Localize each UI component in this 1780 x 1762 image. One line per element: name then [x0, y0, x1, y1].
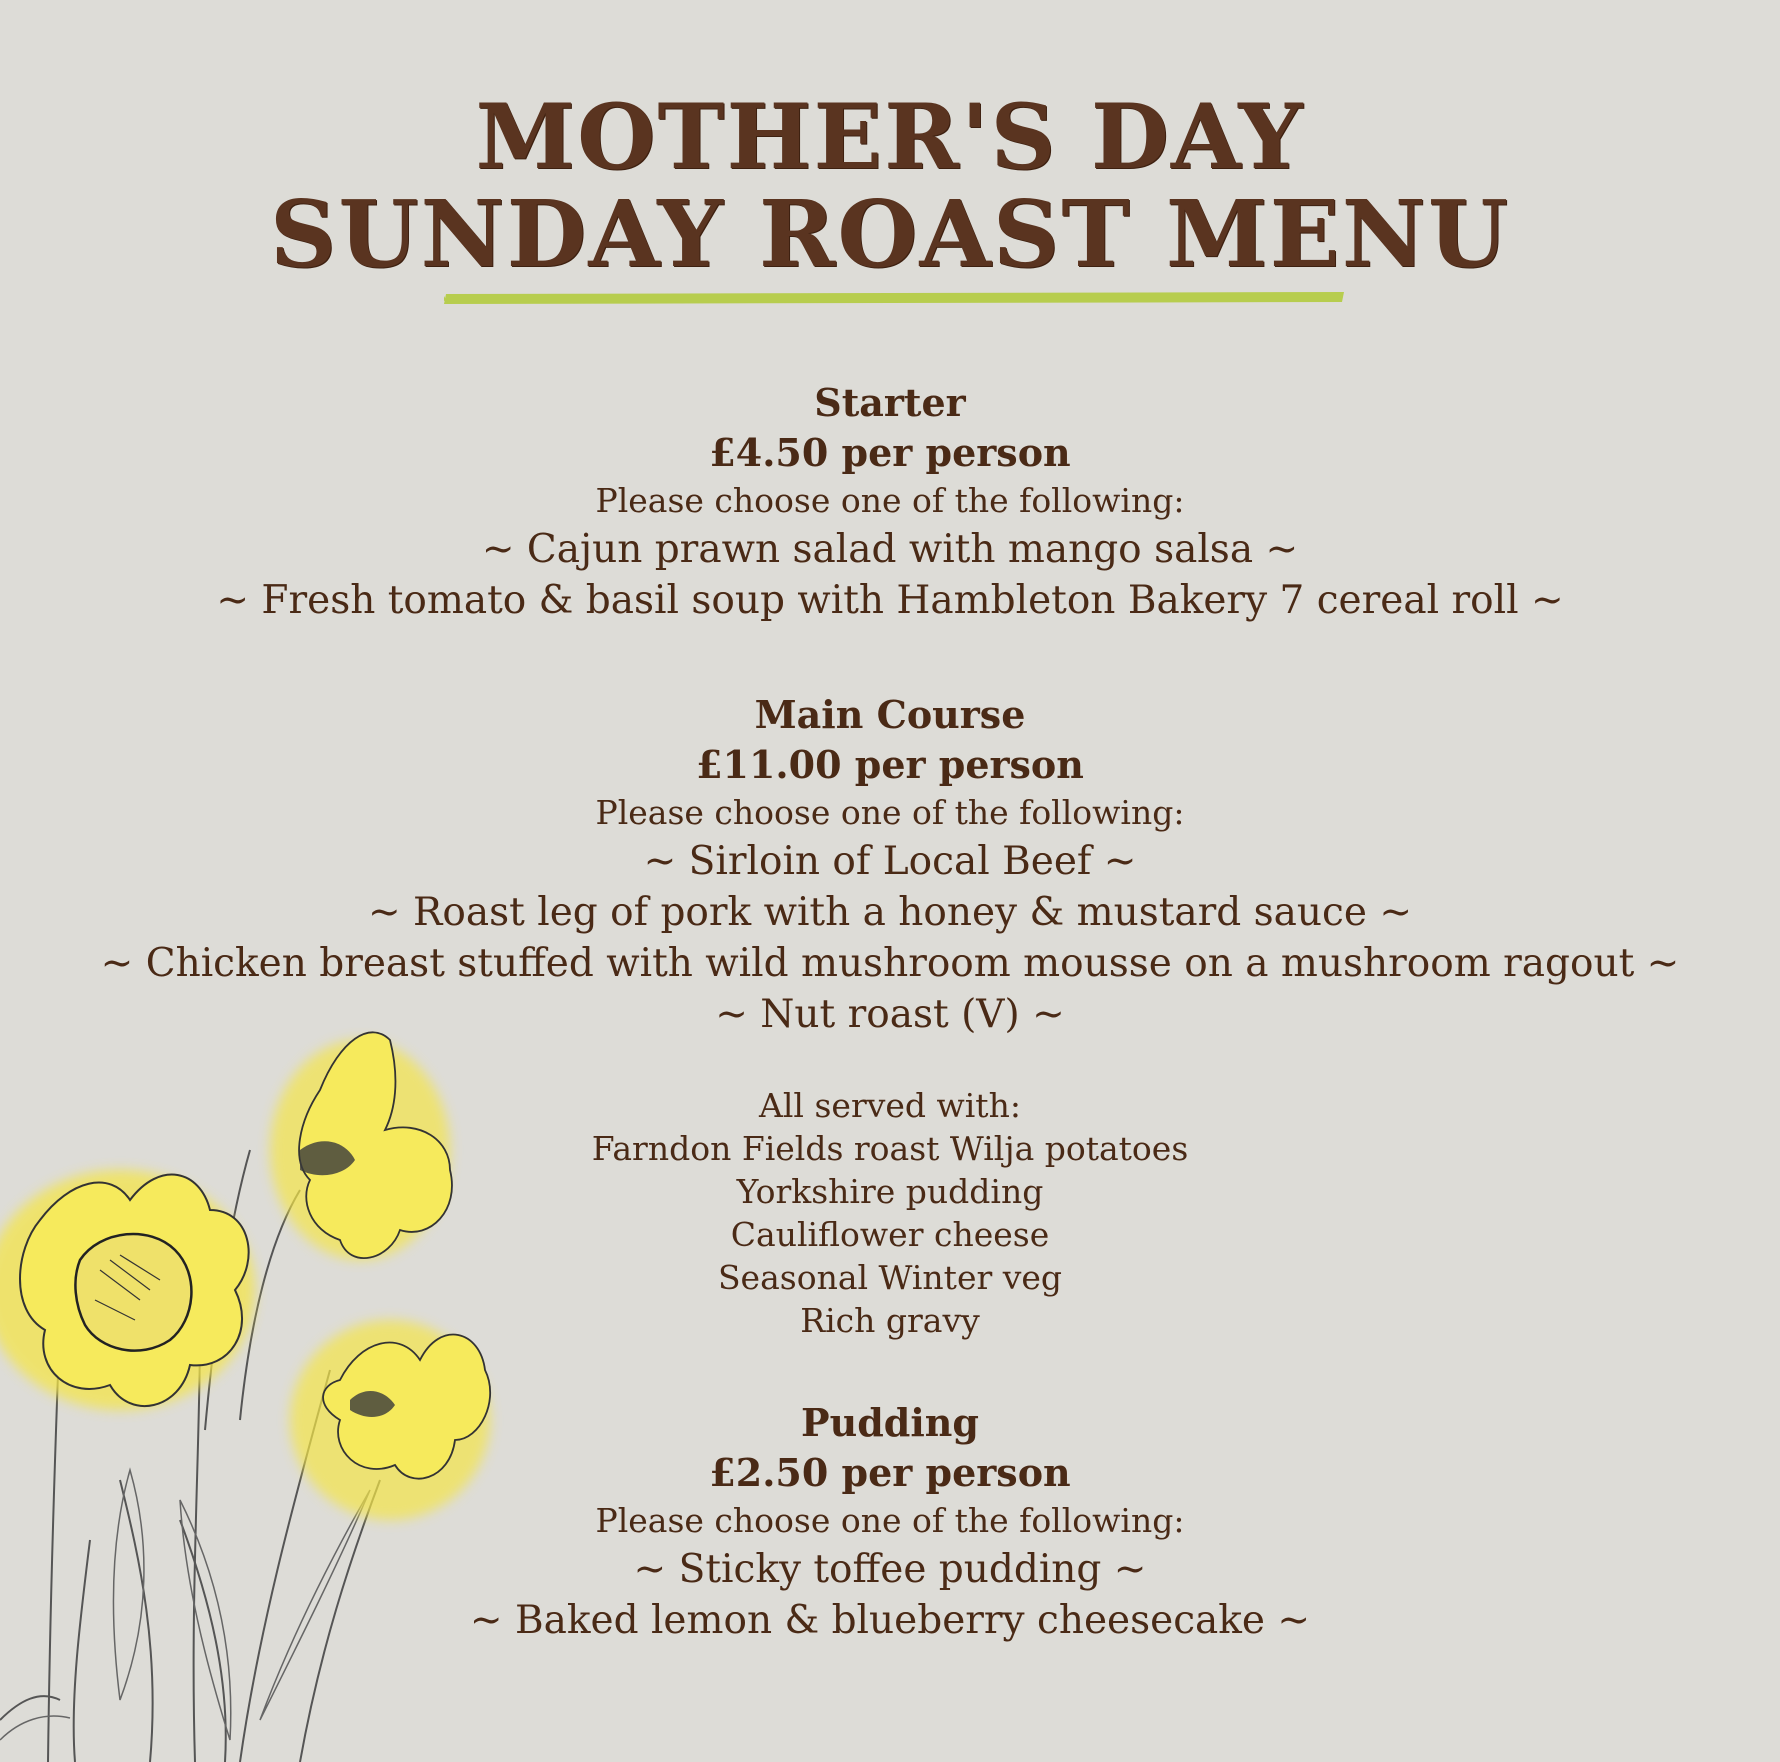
pudding-section	[0, 1398, 1780, 1646]
menu-item: ~ Baked lemon & blueberry cheesecake ~	[469, 1598, 1311, 1643]
main-course-section	[0, 690, 1780, 1342]
starter-section	[0, 378, 1780, 626]
menu-item: ~ Sirloin of Local Beef ~	[643, 839, 1137, 884]
section-heading-starter: Starter	[814, 380, 966, 425]
section-price-main: £11.00 per person	[696, 742, 1084, 787]
menu-item: ~ Chicken breast stuffed with wild mushroom mousse on a mushroom ragout ~	[100, 941, 1680, 986]
menu-item: ~ Nut roast (V) ~	[715, 992, 1065, 1037]
menu-item: ~ Fresh tomato & basil soup with Hambleton Bakery 7 cereal roll ~	[216, 578, 1564, 623]
section-heading-main: Main Course	[754, 692, 1026, 737]
section-heading-pudding: Pudding	[801, 1400, 979, 1445]
title-underline	[444, 291, 1344, 305]
served-with-item: Seasonal Winter veg	[717, 1258, 1063, 1297]
served-with-item: Yorkshire pudding	[736, 1172, 1044, 1211]
menu-item: ~ Sticky toffee pudding ~	[633, 1547, 1147, 1592]
choose-instruction: Please choose one of the following:	[595, 481, 1185, 520]
menu-item: ~ Cajun prawn salad with mango salsa ~	[481, 527, 1299, 572]
served-with-item: Cauliflower cheese	[730, 1215, 1050, 1254]
menu-item: ~ Roast leg of pork with a honey & mustard sauce ~	[367, 890, 1413, 935]
page-title-line-2: SUNDAY ROAST MENU	[269, 180, 1511, 288]
choose-instruction: Please choose one of the following:	[595, 793, 1185, 832]
section-price-starter: £4.50 per person	[709, 430, 1071, 475]
served-with-item: Farndon Fields roast Wilja potatoes	[591, 1129, 1189, 1168]
section-price-pudding: £2.50 per person	[709, 1450, 1071, 1495]
served-with-item: Rich gravy	[800, 1301, 980, 1340]
choose-instruction: Please choose one of the following:	[595, 1501, 1185, 1540]
served-with-title: All served with:	[759, 1086, 1021, 1125]
menu-content	[0, 378, 1780, 1646]
page-title-line-1: MOTHER'S DAY	[475, 84, 1305, 190]
